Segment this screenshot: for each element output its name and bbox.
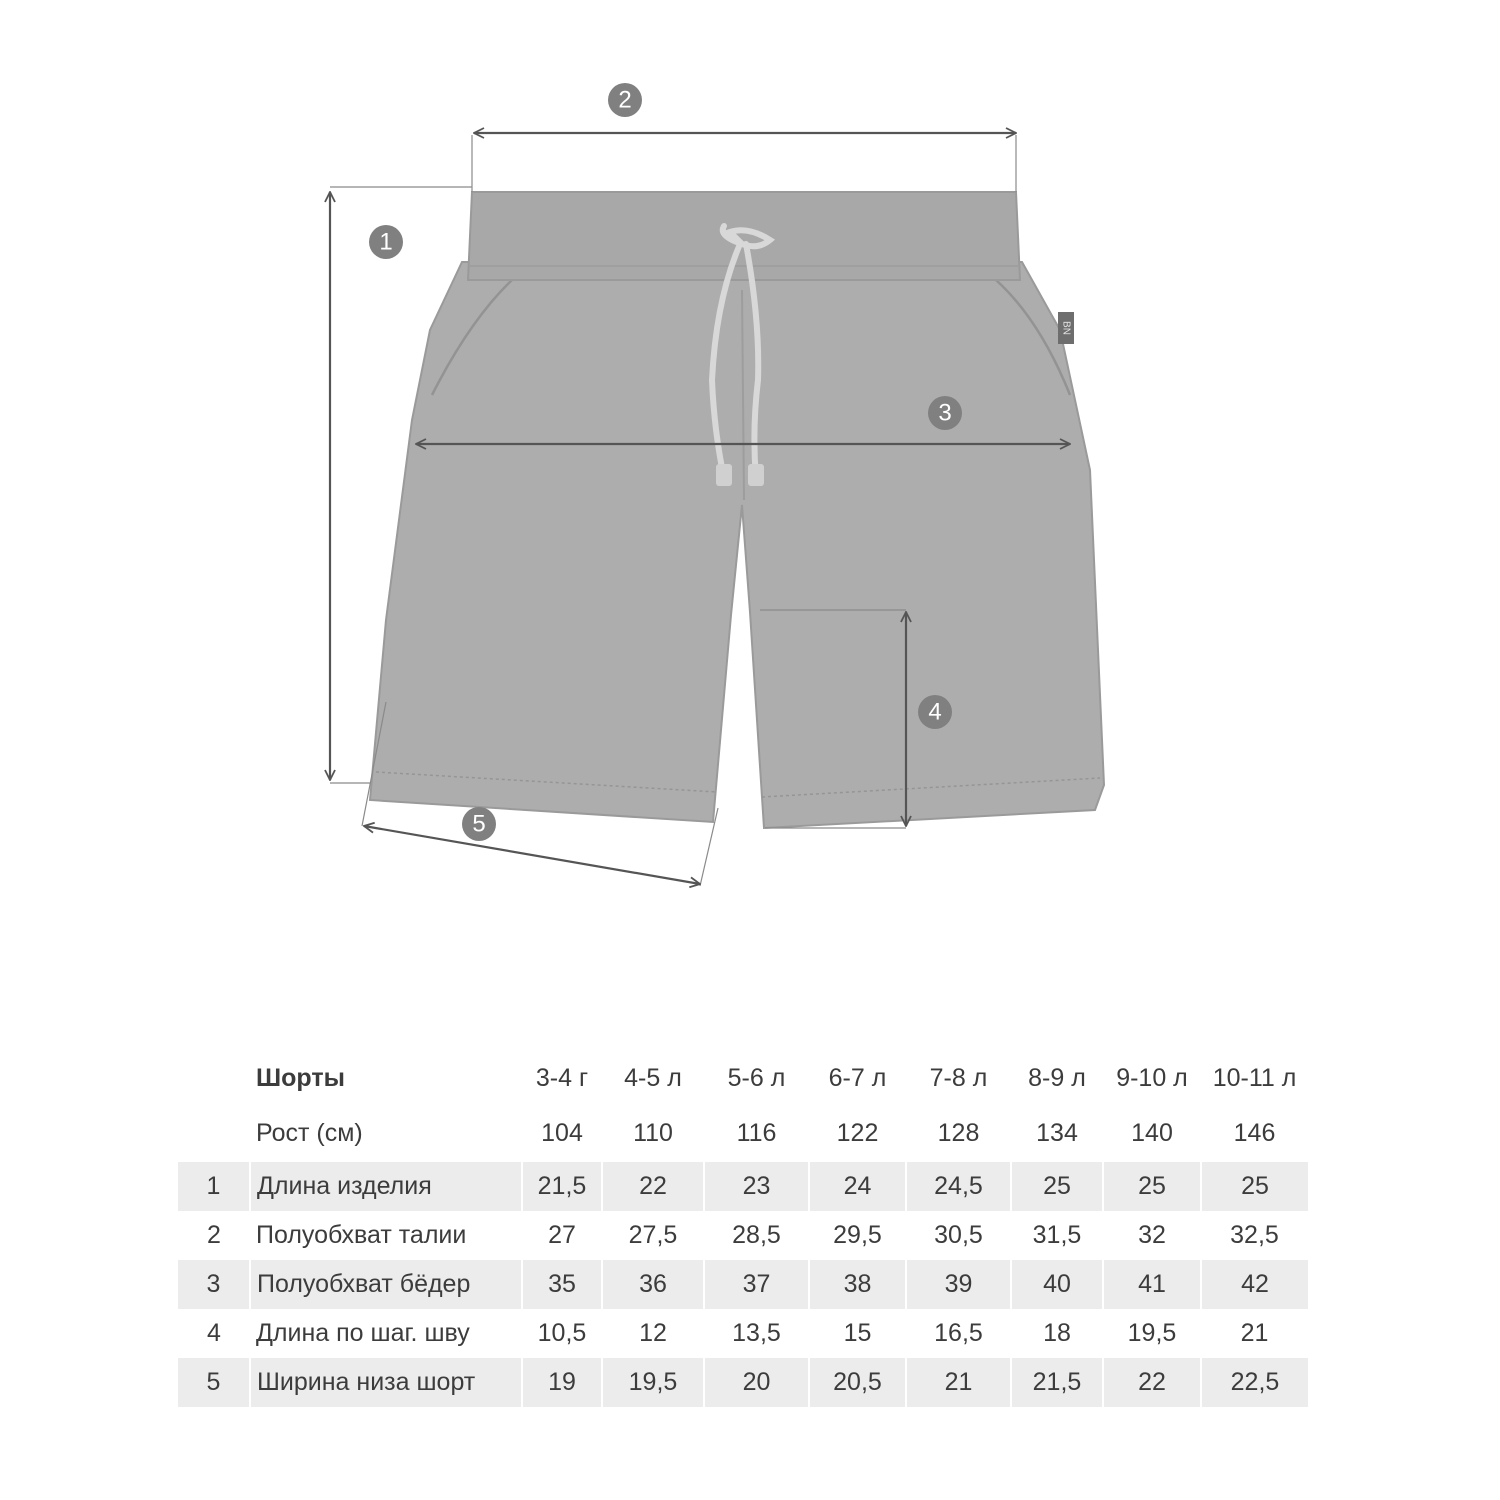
measure-row-2 bbox=[178, 1211, 1308, 1260]
table-cell: 30,5 bbox=[934, 1221, 983, 1249]
table-cell: 10,5 bbox=[537, 1319, 587, 1347]
table-cell: 36 bbox=[602, 1260, 704, 1309]
table-cell: 37 bbox=[704, 1260, 809, 1309]
row-label: Рост (см) bbox=[256, 1118, 363, 1147]
row-number: 4 bbox=[207, 1319, 221, 1347]
table-cell: 21,5 bbox=[522, 1162, 602, 1211]
table-cell: 23 bbox=[704, 1162, 809, 1211]
size-label: 9-10 л bbox=[1116, 1063, 1188, 1092]
table-cell: 19,5 bbox=[1127, 1319, 1177, 1347]
size-label: 3-4 г bbox=[535, 1063, 589, 1092]
table-cell: 122 bbox=[836, 1118, 879, 1147]
row-number: 1 bbox=[178, 1162, 250, 1211]
size-label: 7-8 л bbox=[929, 1063, 988, 1092]
row-label: Длина изделия bbox=[250, 1162, 522, 1211]
table-cell: 40 bbox=[1011, 1260, 1103, 1309]
row-number: 5 bbox=[178, 1358, 250, 1407]
marker-badge-3 bbox=[928, 396, 962, 430]
table-cell: 128 bbox=[937, 1118, 980, 1147]
table-cell: 32,5 bbox=[1230, 1221, 1279, 1249]
svg-text:3: 3 bbox=[938, 399, 952, 427]
table-cell: 24,5 bbox=[906, 1162, 1011, 1211]
waistband bbox=[468, 192, 1020, 280]
table-cell: 20,5 bbox=[809, 1358, 906, 1407]
measure-row-3 bbox=[178, 1260, 1308, 1309]
table-cell: 39 bbox=[906, 1260, 1011, 1309]
size-label: 4-5 л bbox=[624, 1063, 682, 1092]
row-label: Ширина низа шорт bbox=[250, 1358, 522, 1407]
shorts-illustration bbox=[370, 192, 1104, 828]
table-cell: 104 bbox=[541, 1118, 583, 1147]
svg-text:5: 5 bbox=[472, 810, 486, 838]
table-cell: 28,5 bbox=[732, 1221, 781, 1249]
size-label: 5-6 л bbox=[727, 1063, 786, 1092]
table-cell: 15 bbox=[843, 1319, 872, 1347]
measure-row-4 bbox=[178, 1309, 1308, 1358]
table-cell: 24 bbox=[809, 1162, 906, 1211]
brand-tag-text: BN bbox=[1060, 321, 1072, 335]
row-number: 3 bbox=[178, 1260, 250, 1309]
table-cell: 134 bbox=[1036, 1118, 1078, 1147]
table-cell: 35 bbox=[522, 1260, 602, 1309]
row-label: Полуобхват талии bbox=[256, 1221, 467, 1249]
row-number: 2 bbox=[207, 1221, 221, 1249]
table-cell: 140 bbox=[1131, 1118, 1173, 1147]
size-label: 10-11 л bbox=[1212, 1063, 1297, 1092]
table-cell: 19,5 bbox=[602, 1358, 704, 1407]
marker-badge-4 bbox=[918, 695, 952, 729]
table-cell: 27,5 bbox=[628, 1221, 678, 1249]
svg-text:1: 1 bbox=[379, 228, 393, 256]
table-cell: 41 bbox=[1103, 1260, 1201, 1309]
measure-row-5 bbox=[178, 1358, 1308, 1407]
table-cell: 22,5 bbox=[1201, 1358, 1308, 1407]
size-label: 8-9 л bbox=[1028, 1063, 1086, 1092]
svg-text:4: 4 bbox=[928, 698, 942, 726]
row-label: Полуобхват бёдер bbox=[250, 1260, 522, 1309]
table-cell: 31,5 bbox=[1032, 1221, 1082, 1249]
table-cell: 16,5 bbox=[934, 1319, 983, 1347]
marker-badge-2 bbox=[608, 83, 642, 117]
table-cell: 116 bbox=[736, 1118, 777, 1147]
measure-arrow-5 bbox=[364, 826, 700, 884]
marker-badge-5 bbox=[462, 807, 496, 841]
table-cell: 25 bbox=[1103, 1162, 1201, 1211]
row-label: Длина по шаг. шву bbox=[256, 1319, 470, 1347]
table-cell: 22 bbox=[1103, 1358, 1201, 1407]
table-cell: 20 bbox=[704, 1358, 809, 1407]
table-cell: 38 bbox=[809, 1260, 906, 1309]
table-cell: 22 bbox=[602, 1162, 704, 1211]
table-cell: 21,5 bbox=[1011, 1358, 1103, 1407]
svg-text:2: 2 bbox=[618, 86, 632, 114]
height-num-cell bbox=[178, 1098, 250, 1162]
measure-row-1 bbox=[178, 1162, 1308, 1211]
table-cell: 12 bbox=[639, 1319, 667, 1347]
table-cell: 27 bbox=[548, 1221, 576, 1249]
table-cell: 18 bbox=[1043, 1319, 1071, 1347]
header-num-cell bbox=[178, 1058, 250, 1098]
table-title: Шорты bbox=[256, 1063, 345, 1092]
table-cell: 19 bbox=[522, 1358, 602, 1407]
height-row bbox=[178, 1098, 1308, 1162]
table-cell: 21 bbox=[1240, 1319, 1269, 1347]
table-cell: 25 bbox=[1011, 1162, 1103, 1211]
table-cell: 21 bbox=[906, 1358, 1011, 1407]
size-chart-table bbox=[178, 1058, 1308, 1407]
table-cell: 13,5 bbox=[732, 1319, 781, 1347]
table-cell: 146 bbox=[1233, 1118, 1276, 1147]
size-label: 6-7 л bbox=[828, 1063, 887, 1092]
size-header-row bbox=[178, 1058, 1308, 1098]
table-cell: 110 bbox=[633, 1118, 673, 1147]
table-cell: 25 bbox=[1201, 1162, 1308, 1211]
marker-badge-1 bbox=[369, 225, 403, 259]
table-cell: 32 bbox=[1138, 1221, 1166, 1249]
table-cell: 42 bbox=[1201, 1260, 1308, 1309]
table-cell: 29,5 bbox=[833, 1221, 882, 1249]
shorts-body bbox=[370, 262, 1104, 828]
